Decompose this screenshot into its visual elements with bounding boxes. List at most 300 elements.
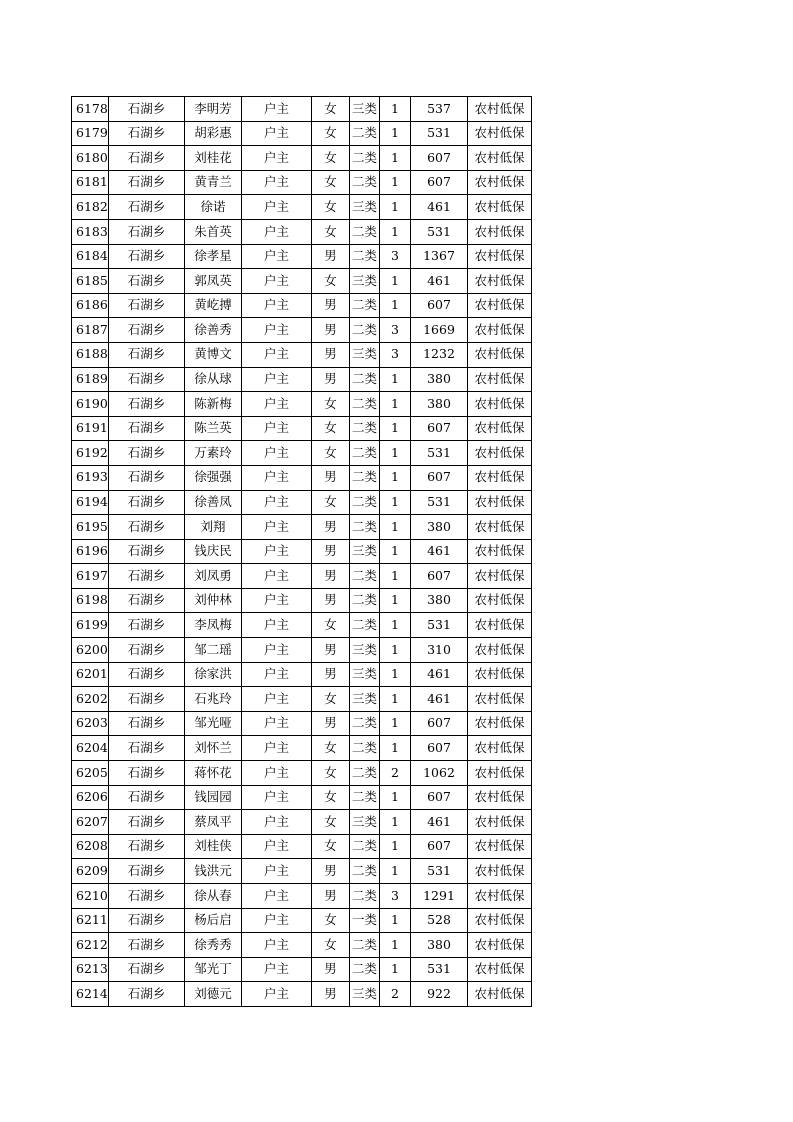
name-cell: 徐从球: [185, 367, 242, 392]
persons-cell: 1: [380, 564, 411, 589]
category-cell: 二类: [350, 392, 380, 417]
assistance-type-cell: 农村低保: [468, 146, 532, 171]
gender-cell: 女: [312, 785, 350, 810]
record-number: 6209: [72, 859, 109, 884]
household-role-cell: 户主: [242, 662, 312, 687]
persons-cell: 1: [380, 908, 411, 933]
persons-cell: 3: [380, 244, 411, 269]
gender-cell: 女: [312, 146, 350, 171]
township-cell: 石湖乡: [109, 736, 185, 761]
assistance-type-cell: 农村低保: [468, 761, 532, 786]
township-cell: 石湖乡: [109, 367, 185, 392]
record-number: 6186: [72, 293, 109, 318]
persons-cell: 1: [380, 662, 411, 687]
persons-cell: 1: [380, 810, 411, 835]
record-number: 6214: [72, 982, 109, 1007]
assistance-type-cell: 农村低保: [468, 564, 532, 589]
amount-cell: 607: [411, 416, 468, 441]
persons-cell: 2: [380, 761, 411, 786]
amount-cell: 531: [411, 613, 468, 638]
category-cell: 二类: [350, 293, 380, 318]
name-cell: 刘仲林: [185, 588, 242, 613]
township-cell: 石湖乡: [109, 908, 185, 933]
household-role-cell: 户主: [242, 195, 312, 220]
persons-cell: 1: [380, 465, 411, 490]
table-row: [72, 367, 532, 392]
assistance-type-cell: 农村低保: [468, 490, 532, 515]
record-number: 6213: [72, 957, 109, 982]
persons-cell: 1: [380, 441, 411, 466]
table-row: [72, 982, 532, 1007]
township-cell: 石湖乡: [109, 638, 185, 663]
assistance-type-cell: 农村低保: [468, 933, 532, 958]
assistance-type-cell: 农村低保: [468, 318, 532, 343]
amount-cell: 607: [411, 736, 468, 761]
record-number: 6196: [72, 539, 109, 564]
record-number: 6195: [72, 515, 109, 540]
persons-cell: 1: [380, 269, 411, 294]
record-number: 6205: [72, 761, 109, 786]
name-cell: 胡彩惠: [185, 121, 242, 146]
name-cell: 陈兰英: [185, 416, 242, 441]
gender-cell: 男: [312, 342, 350, 367]
table-row: [72, 662, 532, 687]
record-number: 6204: [72, 736, 109, 761]
amount-cell: 461: [411, 195, 468, 220]
township-cell: 石湖乡: [109, 293, 185, 318]
table-row: [72, 884, 532, 909]
category-cell: 三类: [350, 982, 380, 1007]
household-role-cell: 户主: [242, 244, 312, 269]
category-cell: 三类: [350, 810, 380, 835]
amount-cell: 537: [411, 97, 468, 122]
name-cell: 黄博文: [185, 342, 242, 367]
household-role-cell: 户主: [242, 564, 312, 589]
gender-cell: 女: [312, 687, 350, 712]
township-cell: 石湖乡: [109, 711, 185, 736]
amount-cell: 310: [411, 638, 468, 663]
record-number: 6194: [72, 490, 109, 515]
gender-cell: 女: [312, 170, 350, 195]
household-role-cell: 户主: [242, 908, 312, 933]
amount-cell: 1669: [411, 318, 468, 343]
assistance-type-cell: 农村低保: [468, 613, 532, 638]
table-row: [72, 564, 532, 589]
name-cell: 朱首英: [185, 219, 242, 244]
gender-cell: 男: [312, 515, 350, 540]
persons-cell: 1: [380, 736, 411, 761]
gender-cell: 男: [312, 859, 350, 884]
persons-cell: 1: [380, 859, 411, 884]
household-role-cell: 户主: [242, 785, 312, 810]
township-cell: 石湖乡: [109, 884, 185, 909]
record-number: 6190: [72, 392, 109, 417]
table-row: [72, 392, 532, 417]
household-role-cell: 户主: [242, 613, 312, 638]
amount-cell: 531: [411, 490, 468, 515]
gender-cell: 男: [312, 564, 350, 589]
assistance-type-cell: 农村低保: [468, 465, 532, 490]
township-cell: 石湖乡: [109, 613, 185, 638]
household-role-cell: 户主: [242, 293, 312, 318]
category-cell: 二类: [350, 933, 380, 958]
amount-cell: 607: [411, 564, 468, 589]
township-cell: 石湖乡: [109, 342, 185, 367]
table-row: [72, 121, 532, 146]
household-role-cell: 户主: [242, 367, 312, 392]
name-cell: 黄青兰: [185, 170, 242, 195]
gender-cell: 男: [312, 367, 350, 392]
category-cell: 二类: [350, 761, 380, 786]
persons-cell: 3: [380, 342, 411, 367]
township-cell: 石湖乡: [109, 219, 185, 244]
name-cell: 石兆玲: [185, 687, 242, 712]
persons-cell: 3: [380, 884, 411, 909]
persons-cell: 1: [380, 687, 411, 712]
table-row: [72, 761, 532, 786]
table-row: [72, 613, 532, 638]
household-role-cell: 户主: [242, 687, 312, 712]
amount-cell: 531: [411, 859, 468, 884]
township-cell: 石湖乡: [109, 761, 185, 786]
category-cell: 三类: [350, 662, 380, 687]
assistance-type-cell: 农村低保: [468, 539, 532, 564]
persons-cell: 2: [380, 982, 411, 1007]
name-cell: 徐孝星: [185, 244, 242, 269]
category-cell: 三类: [350, 195, 380, 220]
assistance-type-cell: 农村低保: [468, 293, 532, 318]
amount-cell: 531: [411, 219, 468, 244]
gender-cell: 男: [312, 957, 350, 982]
name-cell: 刘桂侠: [185, 834, 242, 859]
township-cell: 石湖乡: [109, 687, 185, 712]
category-cell: 二类: [350, 244, 380, 269]
township-cell: 石湖乡: [109, 146, 185, 171]
township-cell: 石湖乡: [109, 859, 185, 884]
table-row: [72, 146, 532, 171]
township-cell: 石湖乡: [109, 588, 185, 613]
amount-cell: 380: [411, 588, 468, 613]
gender-cell: 女: [312, 121, 350, 146]
category-cell: 二类: [350, 465, 380, 490]
assistance-type-cell: 农村低保: [468, 957, 532, 982]
assistance-type-cell: 农村低保: [468, 416, 532, 441]
table-row: [72, 957, 532, 982]
amount-cell: 607: [411, 785, 468, 810]
household-role-cell: 户主: [242, 810, 312, 835]
name-cell: 蒋怀花: [185, 761, 242, 786]
assistance-type-cell: 农村低保: [468, 515, 532, 540]
gender-cell: 女: [312, 908, 350, 933]
gender-cell: 男: [312, 539, 350, 564]
persons-cell: 1: [380, 711, 411, 736]
record-number: 6192: [72, 441, 109, 466]
assistance-type-cell: 农村低保: [468, 884, 532, 909]
table-row: [72, 859, 532, 884]
township-cell: 石湖乡: [109, 195, 185, 220]
name-cell: 刘怀兰: [185, 736, 242, 761]
record-number: 6199: [72, 613, 109, 638]
household-role-cell: 户主: [242, 957, 312, 982]
household-role-cell: 户主: [242, 588, 312, 613]
record-number: 6203: [72, 711, 109, 736]
household-role-cell: 户主: [242, 834, 312, 859]
persons-cell: 1: [380, 638, 411, 663]
table-row: [72, 416, 532, 441]
amount-cell: 607: [411, 170, 468, 195]
category-cell: 一类: [350, 908, 380, 933]
township-cell: 石湖乡: [109, 170, 185, 195]
name-cell: 徐强强: [185, 465, 242, 490]
gender-cell: 男: [312, 318, 350, 343]
name-cell: 万素玲: [185, 441, 242, 466]
record-number: 6207: [72, 810, 109, 835]
persons-cell: 1: [380, 367, 411, 392]
name-cell: 郭凤英: [185, 269, 242, 294]
assistance-type-cell: 农村低保: [468, 97, 532, 122]
persons-cell: 1: [380, 97, 411, 122]
name-cell: 钱洪元: [185, 859, 242, 884]
category-cell: 二类: [350, 785, 380, 810]
table-row: [72, 490, 532, 515]
household-role-cell: 户主: [242, 121, 312, 146]
assistance-type-cell: 农村低保: [468, 687, 532, 712]
persons-cell: 1: [380, 613, 411, 638]
record-number: 6201: [72, 662, 109, 687]
household-role-cell: 户主: [242, 465, 312, 490]
persons-cell: 1: [380, 392, 411, 417]
category-cell: 二类: [350, 367, 380, 392]
category-cell: 三类: [350, 687, 380, 712]
gender-cell: 男: [312, 982, 350, 1007]
category-cell: 二类: [350, 515, 380, 540]
record-number: 6185: [72, 269, 109, 294]
assistance-type-cell: 农村低保: [468, 736, 532, 761]
household-role-cell: 户主: [242, 761, 312, 786]
record-number: 6183: [72, 219, 109, 244]
amount-cell: 380: [411, 367, 468, 392]
amount-cell: 1232: [411, 342, 468, 367]
persons-cell: 1: [380, 834, 411, 859]
name-cell: 杨后启: [185, 908, 242, 933]
township-cell: 石湖乡: [109, 416, 185, 441]
household-role-cell: 户主: [242, 392, 312, 417]
persons-cell: 1: [380, 293, 411, 318]
table-row: [72, 244, 532, 269]
household-role-cell: 户主: [242, 539, 312, 564]
record-number: 6212: [72, 933, 109, 958]
persons-cell: 1: [380, 539, 411, 564]
name-cell: 邹光丁: [185, 957, 242, 982]
assistance-type-cell: 农村低保: [468, 810, 532, 835]
assistance-type-cell: 农村低保: [468, 785, 532, 810]
record-number: 6179: [72, 121, 109, 146]
township-cell: 石湖乡: [109, 564, 185, 589]
township-cell: 石湖乡: [109, 97, 185, 122]
gender-cell: 女: [312, 810, 350, 835]
gender-cell: 女: [312, 97, 350, 122]
table-row: [72, 465, 532, 490]
category-cell: 二类: [350, 884, 380, 909]
record-number: 6189: [72, 367, 109, 392]
township-cell: 石湖乡: [109, 490, 185, 515]
record-number: 6187: [72, 318, 109, 343]
persons-cell: 1: [380, 515, 411, 540]
household-role-cell: 户主: [242, 441, 312, 466]
assistance-type-cell: 农村低保: [468, 662, 532, 687]
amount-cell: 607: [411, 465, 468, 490]
record-number: 6188: [72, 342, 109, 367]
persons-cell: 1: [380, 195, 411, 220]
assistance-type-cell: 农村低保: [468, 638, 532, 663]
category-cell: 二类: [350, 121, 380, 146]
amount-cell: 461: [411, 810, 468, 835]
amount-cell: 528: [411, 908, 468, 933]
amount-cell: 461: [411, 269, 468, 294]
amount-cell: 461: [411, 687, 468, 712]
table-row: [72, 195, 532, 220]
category-cell: 二类: [350, 564, 380, 589]
name-cell: 钱园园: [185, 785, 242, 810]
household-role-cell: 户主: [242, 318, 312, 343]
persons-cell: 1: [380, 933, 411, 958]
name-cell: 李凤梅: [185, 613, 242, 638]
table-row: [72, 736, 532, 761]
record-number: 6191: [72, 416, 109, 441]
assistance-type-cell: 农村低保: [468, 367, 532, 392]
township-cell: 石湖乡: [109, 785, 185, 810]
persons-cell: 3: [380, 318, 411, 343]
gender-cell: 女: [312, 761, 350, 786]
township-cell: 石湖乡: [109, 441, 185, 466]
persons-cell: 1: [380, 170, 411, 195]
persons-cell: 1: [380, 146, 411, 171]
gender-cell: 女: [312, 736, 350, 761]
township-cell: 石湖乡: [109, 465, 185, 490]
record-number: 6202: [72, 687, 109, 712]
household-role-cell: 户主: [242, 97, 312, 122]
household-role-cell: 户主: [242, 515, 312, 540]
household-role-cell: 户主: [242, 342, 312, 367]
table-row: [72, 834, 532, 859]
township-cell: 石湖乡: [109, 982, 185, 1007]
gender-cell: 女: [312, 933, 350, 958]
name-cell: 黄屹搏: [185, 293, 242, 318]
township-cell: 石湖乡: [109, 515, 185, 540]
gender-cell: 女: [312, 219, 350, 244]
category-cell: 三类: [350, 638, 380, 663]
table-row: [72, 933, 532, 958]
household-role-cell: 户主: [242, 269, 312, 294]
gender-cell: 男: [312, 884, 350, 909]
township-cell: 石湖乡: [109, 318, 185, 343]
table-row: [72, 342, 532, 367]
gender-cell: 男: [312, 244, 350, 269]
household-role-cell: 户主: [242, 933, 312, 958]
township-cell: 石湖乡: [109, 244, 185, 269]
amount-cell: 1062: [411, 761, 468, 786]
category-cell: 二类: [350, 219, 380, 244]
gender-cell: 女: [312, 392, 350, 417]
amount-cell: 461: [411, 539, 468, 564]
category-cell: 三类: [350, 269, 380, 294]
category-cell: 二类: [350, 957, 380, 982]
household-role-cell: 户主: [242, 711, 312, 736]
township-cell: 石湖乡: [109, 957, 185, 982]
persons-cell: 1: [380, 490, 411, 515]
table-row: [72, 588, 532, 613]
name-cell: 徐秀秀: [185, 933, 242, 958]
persons-cell: 1: [380, 121, 411, 146]
persons-cell: 1: [380, 785, 411, 810]
assistance-type-cell: 农村低保: [468, 588, 532, 613]
name-cell: 钱庆民: [185, 539, 242, 564]
gender-cell: 女: [312, 195, 350, 220]
assistance-type-cell: 农村低保: [468, 342, 532, 367]
gender-cell: 男: [312, 465, 350, 490]
category-cell: 三类: [350, 342, 380, 367]
household-role-cell: 户主: [242, 884, 312, 909]
name-cell: 刘桂花: [185, 146, 242, 171]
gender-cell: 男: [312, 588, 350, 613]
record-number: 6180: [72, 146, 109, 171]
household-role-cell: 户主: [242, 416, 312, 441]
gender-cell: 女: [312, 441, 350, 466]
category-cell: 二类: [350, 613, 380, 638]
category-cell: 二类: [350, 588, 380, 613]
name-cell: 刘凤勇: [185, 564, 242, 589]
persons-cell: 1: [380, 219, 411, 244]
record-number: 6181: [72, 170, 109, 195]
table-row: [72, 908, 532, 933]
assistance-type-cell: 农村低保: [468, 834, 532, 859]
township-cell: 石湖乡: [109, 269, 185, 294]
assistance-type-cell: 农村低保: [468, 121, 532, 146]
gender-cell: 女: [312, 269, 350, 294]
amount-cell: 531: [411, 121, 468, 146]
table-row: [72, 441, 532, 466]
table-row: [72, 515, 532, 540]
record-number: 6193: [72, 465, 109, 490]
amount-cell: 1367: [411, 244, 468, 269]
assistance-type-cell: 农村低保: [468, 441, 532, 466]
category-cell: 二类: [350, 170, 380, 195]
township-cell: 石湖乡: [109, 121, 185, 146]
table-row: [72, 318, 532, 343]
household-role-cell: 户主: [242, 146, 312, 171]
name-cell: 邹二瑶: [185, 638, 242, 663]
record-number: 6208: [72, 834, 109, 859]
record-number: 6210: [72, 884, 109, 909]
household-role-cell: 户主: [242, 219, 312, 244]
assistance-type-cell: 农村低保: [468, 859, 532, 884]
name-cell: 蔡凤平: [185, 810, 242, 835]
record-number: 6200: [72, 638, 109, 663]
table-row: [72, 269, 532, 294]
record-number: 6198: [72, 588, 109, 613]
category-cell: 三类: [350, 539, 380, 564]
household-role-cell: 户主: [242, 638, 312, 663]
gender-cell: 女: [312, 416, 350, 441]
assistance-type-cell: 农村低保: [468, 195, 532, 220]
township-cell: 石湖乡: [109, 662, 185, 687]
category-cell: 二类: [350, 416, 380, 441]
category-cell: 二类: [350, 441, 380, 466]
township-cell: 石湖乡: [109, 810, 185, 835]
amount-cell: 380: [411, 392, 468, 417]
amount-cell: 607: [411, 293, 468, 318]
name-cell: 刘德元: [185, 982, 242, 1007]
